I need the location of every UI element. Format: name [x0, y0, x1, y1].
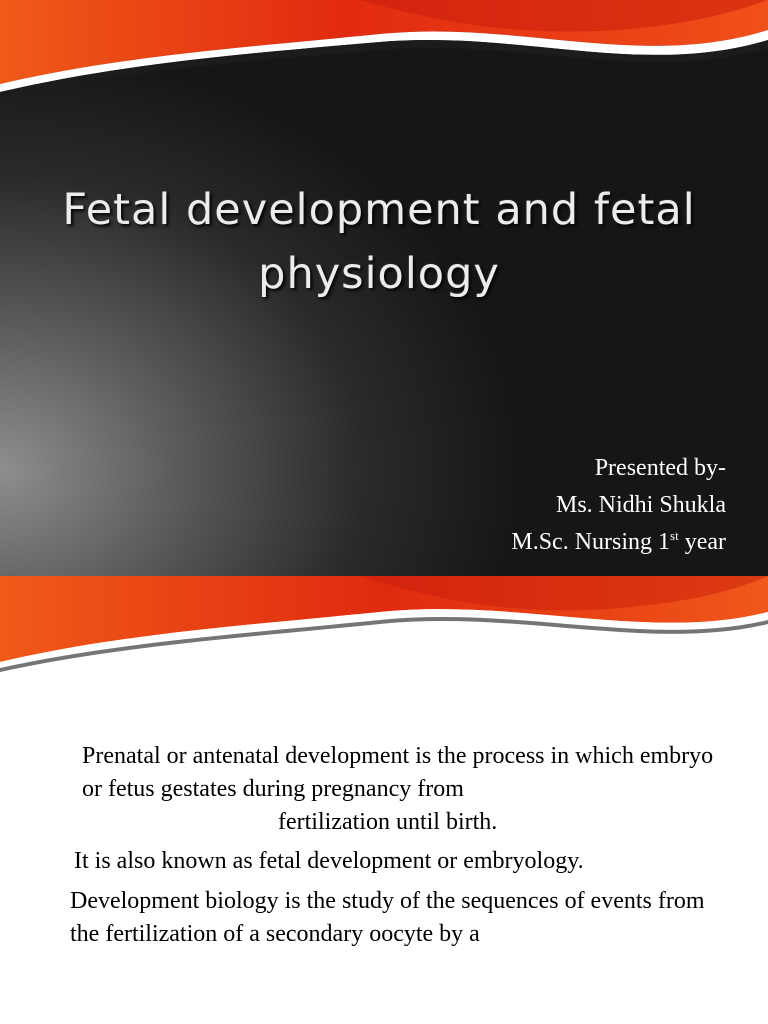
paragraph-embryology: It is also known as fetal development or embryology.: [74, 848, 584, 874]
presented-by-label: Presented by-: [594, 455, 726, 481]
title-line-1: Fetal development and fetal: [62, 185, 696, 235]
paragraph-prenatal-text: Prenatal or antenatal development is the process in which embryo or fetus gestates during pregnancy from: [82, 743, 714, 802]
content-slide: [0, 576, 768, 1024]
red-wave-decoration: [0, 576, 768, 676]
paragraph-prenatal-continuation: fertilization until birth.: [278, 809, 498, 835]
slide-body: [70, 740, 720, 951]
paragraph-prenatal: [70, 740, 720, 839]
slide-title: [20, 178, 738, 306]
presenter-name: Ms. Nidhi Shukla: [555, 492, 726, 518]
presenter-course: [326, 524, 726, 561]
title-line-2: physiology: [258, 249, 500, 299]
course-superscript: st: [670, 528, 679, 543]
course-year: year: [678, 529, 726, 555]
presenter-info: [326, 450, 726, 561]
red-wave-decoration: [0, 0, 768, 110]
course-text: M.Sc. Nursing 1: [511, 529, 671, 555]
paragraph-development-biology: Development biology is the study of the sequences of events from the fertilization of a secondary oocyte by a: [70, 888, 705, 947]
